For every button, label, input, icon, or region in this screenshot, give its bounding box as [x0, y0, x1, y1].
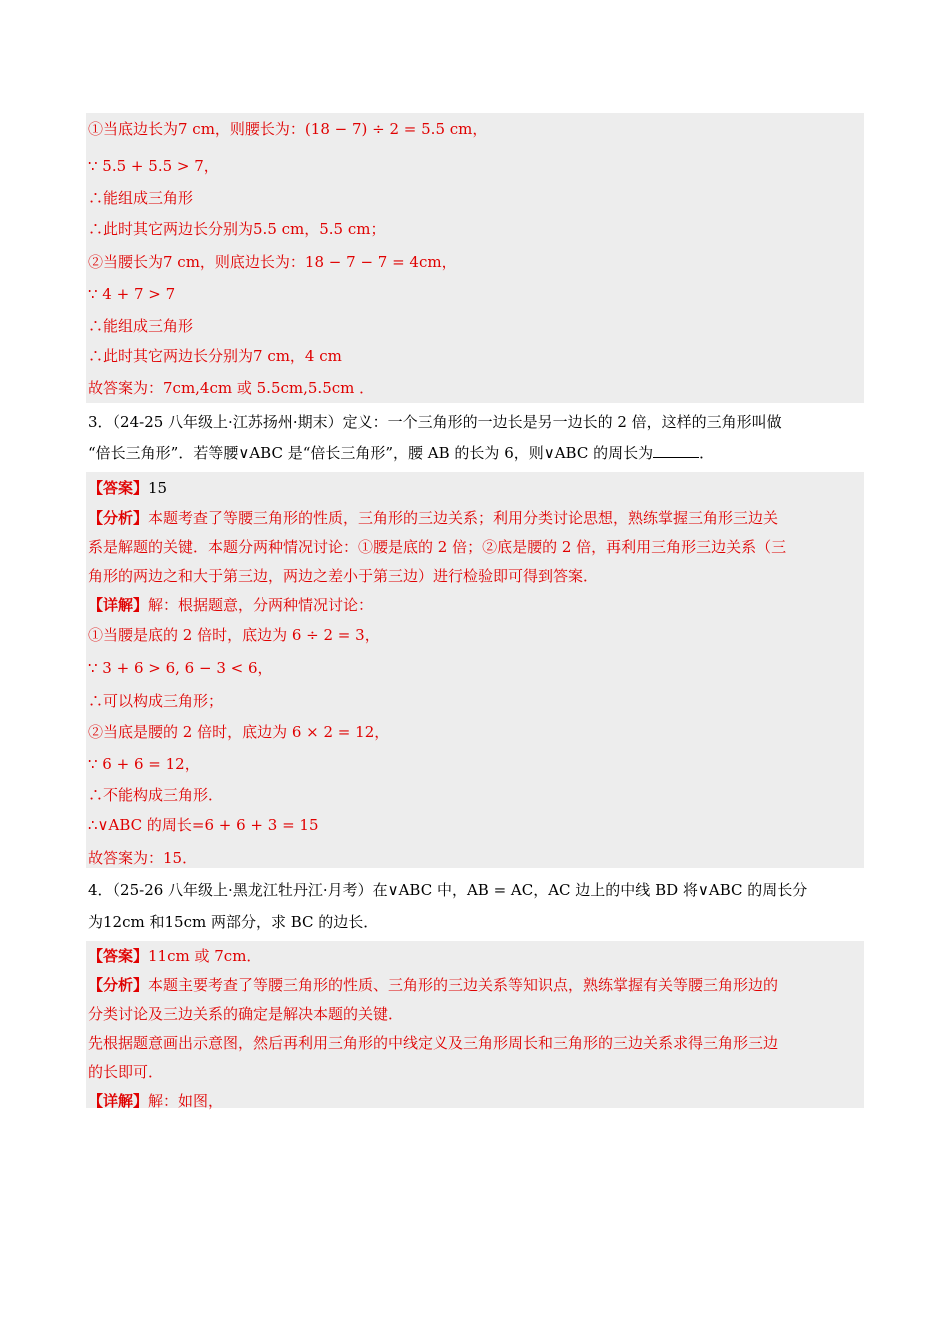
- detail-line: ∵ 6 + 6 = 12，: [88, 755, 200, 773]
- detail-line: ∴不能构成三角形．: [88, 786, 224, 804]
- question-4-line-2: 为12cm 和15cm 两部分，求 BC 的边长．: [88, 913, 379, 931]
- solution-line: 故答案为：7cm,4cm 或 5.5cm,5.5cm ．: [88, 379, 375, 397]
- analysis-line: [88, 507, 778, 529]
- solution-line: ∵ 4 + 7 > 7: [88, 285, 176, 303]
- question-3-line-2: [88, 442, 714, 464]
- analysis-text: 本题主要考查了等腰三角形的性质、三角形的三边关系等知识点，熟练掌握有关等腰三角形边的: [148, 976, 779, 994]
- analysis-line: 角形的两边之和大于第三边，两边之差小于第三边）进行检验即可得到答案．: [88, 567, 599, 585]
- answer-tag: 【答案】: [88, 947, 149, 965]
- detail-line: [88, 594, 373, 616]
- answer-value: 11cm 或 7cm．: [148, 947, 262, 965]
- solution-line: ①当底边长为7 cm，则腰长为：(18 − 7) ÷ 2 = 5.5 cm，: [88, 120, 488, 138]
- solution-line: ∵ 5.5 + 5.5 > 7，: [88, 157, 219, 175]
- analysis-line: [88, 974, 778, 996]
- answer-blank: [653, 443, 699, 458]
- detail-text: 解：如图，: [148, 1092, 224, 1110]
- detail-tag: 【详解】: [88, 596, 149, 614]
- analysis-line: 分类讨论及三边关系的确定是解决本题的关键．: [88, 1005, 404, 1023]
- detail-line: ∴∨ABC 的周长=6 + 6 + 3 = 15: [88, 816, 319, 834]
- solution-line: ∴此时其它两边长分别为7 cm，4 cm: [88, 347, 342, 365]
- analysis-line: 的长即可．: [88, 1063, 164, 1081]
- solution-line: ∴能组成三角形: [88, 189, 194, 207]
- solution-line: ∴此时其它两边长分别为5.5 cm，5.5 cm；: [88, 220, 386, 238]
- question-3-text: “倍长三角形”．若等腰∨ABC 是“倍长三角形”，腰 AB 的长为 6，则∨ABC 的周长为: [88, 444, 654, 462]
- question-4-line-1: 4．（25-26 八年级上·黑龙江牡丹江·月考）在∨ABC 中，AB = AC，AC 边上的中线 BD 将∨ABC 的周长分: [88, 881, 808, 899]
- detail-line: 故答案为：15．: [88, 849, 198, 867]
- answer-line: [88, 945, 261, 967]
- analysis-line: 系是解题的关键．本题分两种情况讨论：①腰是底的 2 倍；②底是腰的 2 倍，再利用三角形三边关系（三: [88, 538, 787, 556]
- detail-line: ∴可以构成三角形；: [88, 692, 224, 710]
- question-3-line-1: 3．（24-25 八年级上·江苏扬州·期末）定义：一个三角形的一边长是另一边长的 2 倍，这样的三角形叫做: [88, 413, 782, 431]
- analysis-tag: 【分析】: [88, 976, 149, 994]
- analysis-tag: 【分析】: [88, 509, 149, 527]
- detail-text: 解：根据题意，分两种情况讨论：: [148, 596, 374, 614]
- question-3-end: ．: [699, 444, 715, 462]
- detail-line: ①当腰是底的 2 倍时，底边为 6 ÷ 2 = 3，: [88, 626, 380, 644]
- solution-line: ∴能组成三角形: [88, 317, 194, 335]
- answer-value: 15: [148, 479, 168, 497]
- analysis-line: 先根据题意画出示意图，然后再利用三角形的中线定义及三角形周长和三角形的三边关系求得三角形三边: [88, 1034, 779, 1052]
- answer-line: [88, 477, 167, 499]
- solution-line: ②当腰长为7 cm，则底边长为：18 − 7 − 7 = 4cm，: [88, 253, 457, 271]
- detail-line: ∵ 3 + 6 > 6, 6 − 3 < 6，: [88, 659, 273, 677]
- detail-line: ②当底是腰的 2 倍时，底边为 6 × 2 = 12，: [88, 723, 390, 741]
- detail-line: [88, 1090, 223, 1112]
- detail-tag: 【详解】: [88, 1092, 149, 1110]
- answer-tag: 【答案】: [88, 479, 149, 497]
- analysis-text: 本题考查了等腰三角形的性质，三角形的三边关系；利用分类讨论思想，熟练掌握三角形三边关: [148, 509, 779, 527]
